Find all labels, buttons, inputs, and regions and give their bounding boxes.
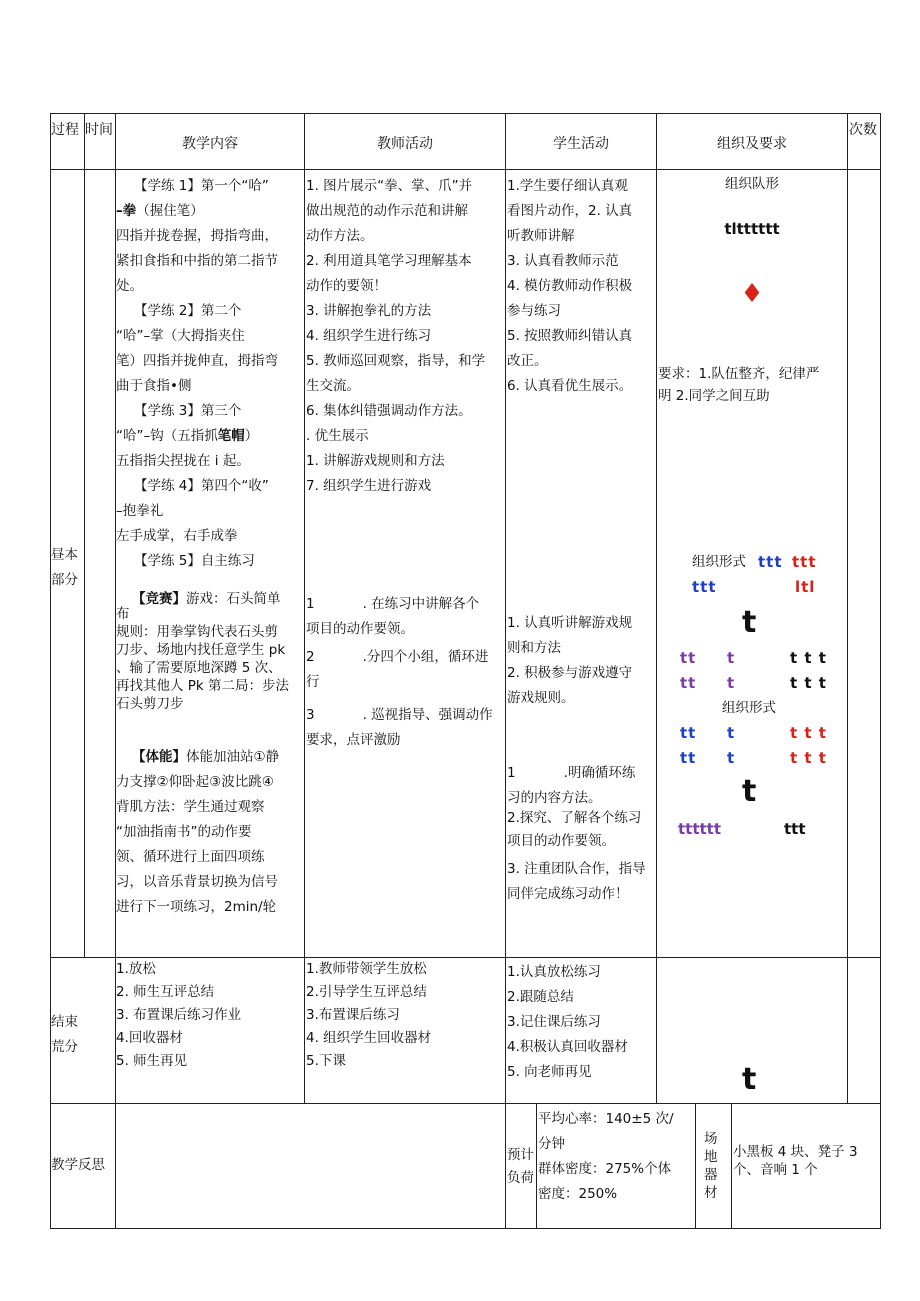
student-line: 改正。	[507, 353, 548, 369]
formation-group: tt	[680, 674, 697, 692]
teacher-marker: t	[742, 605, 758, 640]
teacher-line: 1. 图片展示“拳、掌、爪”并	[306, 178, 473, 194]
ending-content-line: 4.回收器材	[116, 1030, 183, 1046]
content-line: 【学练 4】第四个“收”	[134, 478, 269, 494]
formation-group: ltl	[795, 578, 816, 596]
student-line: 习的内容方法。	[507, 790, 602, 806]
ending-student-line: 1.认真放松练习	[507, 964, 601, 980]
formation-title: 组织队形	[725, 176, 779, 192]
basic-section-label-2: 部分	[51, 572, 78, 588]
header-count: 次数	[849, 122, 877, 138]
student-line: 听教师讲解	[507, 228, 575, 244]
student-line: 2.探究、了解各个练习	[507, 810, 642, 826]
formation-group: t	[727, 649, 736, 667]
content-line: 【学练 5】自主练习	[134, 553, 255, 569]
teacher-line: 动作方法。	[306, 228, 374, 244]
content-line: –拳（握住笔）	[116, 203, 204, 219]
student-line: 项目的动作要领。	[507, 833, 615, 849]
requirement-line: 要求：1.队伍整齐，纪律严	[658, 366, 820, 382]
formation-group: t	[727, 724, 736, 742]
content-line: 【学练 2】第二个	[134, 303, 242, 319]
formation-group: t t t	[790, 724, 827, 742]
student-line: 同伴完成练习动作！	[507, 886, 629, 902]
student-line: 6. 认真看优生展示。	[507, 378, 633, 394]
teacher-line: 生交流。	[306, 378, 360, 394]
ending-content-line: 1.放松	[116, 961, 156, 977]
formation-group: tt	[680, 749, 697, 767]
teacher-marker: t	[742, 1062, 758, 1097]
content-line: 【学练 1】第一个“哈”	[134, 178, 269, 194]
teacher-line: 3. 讲解抱拳礼的方法	[306, 303, 432, 319]
ending-teacher-line: 2.引导学生互评总结	[306, 984, 427, 1000]
basic-section-label-1: 昼本	[51, 547, 78, 563]
header-student: 学生活动	[553, 136, 609, 152]
content-line: 力支撑②仰卧起③波比跳④	[116, 774, 274, 790]
col-divider-teacher	[505, 113, 506, 1228]
teacher-line: 1 . 在练习中讲解各个	[306, 596, 480, 612]
table-basic-divider	[50, 957, 881, 958]
formation-form-title: 组织形式	[722, 700, 776, 716]
teacher-line: 行	[306, 674, 320, 690]
teacher-line: 6. 集体纠错强调动作方法。	[306, 403, 472, 419]
content-line: 紧扣食指和中指的第二指节	[116, 253, 278, 269]
table-ending-divider	[50, 1103, 881, 1104]
load-line: 平均心率：140±5 次/	[538, 1111, 674, 1127]
venue-label-char: 器	[704, 1167, 718, 1183]
content-line: 笔）四指并拢伸直，拇指弯	[116, 353, 278, 369]
formation-group: ttt	[692, 578, 717, 596]
ending-teacher-line: 4. 组织学生回收器材	[306, 1030, 432, 1046]
ending-teacher-line: 3.布置课后练习	[306, 1007, 400, 1023]
teacher-line: 1. 讲解游戏规则和方法	[306, 453, 445, 469]
reflection-label: 教学反思	[51, 1157, 105, 1173]
teacher-line: 7. 组织学生进行游戏	[306, 478, 432, 494]
content-line: 进行下一项练习，2min∕轮	[116, 899, 277, 915]
content-line: “哈”–掌（大拇指夹住	[116, 328, 245, 344]
content-line: –抱拳礼	[116, 503, 164, 519]
content-line: 布	[116, 606, 130, 622]
content-line: 【体能】体能加油站①静	[132, 749, 280, 765]
ending-student-line: 4.积极认真回收器材	[507, 1039, 628, 1055]
formation-group: ttt	[758, 553, 783, 571]
content-line: 【学练 3】第三个	[134, 403, 242, 419]
teacher-line: 4. 组织学生进行练习	[306, 328, 432, 344]
teacher-line: 动作的要领！	[306, 278, 387, 294]
student-line: 则和方法	[507, 640, 561, 656]
student-line: 参与练习	[507, 303, 561, 319]
content-line: 领、循环进行上面四项练	[116, 849, 265, 865]
ending-section-label-1: 结束	[51, 1014, 78, 1030]
student-line: 3. 注重团队合作，指导	[507, 861, 646, 877]
student-line: 1. 认真听讲解游戏规	[507, 615, 633, 631]
ending-teacher-line: 5.下课	[306, 1053, 346, 1069]
formation-group: t t t	[790, 674, 827, 692]
teacher-line: . 优生展示	[306, 428, 369, 444]
content-line: 左手成掌，右手成拳	[116, 528, 238, 544]
content-line: 四指并拢卷握，拇指弯曲，	[116, 228, 278, 244]
ending-teacher-line: 1.教师带领学生放松	[306, 961, 427, 977]
formation-group: tttttt	[678, 820, 722, 838]
student-line: 5. 按照教师纠错认真	[507, 328, 633, 344]
teacher-line: 2 .分四个小组，循环进	[306, 649, 489, 665]
formation-group: tt	[680, 724, 697, 742]
table-border-right	[880, 113, 881, 1228]
formation-row: tltttttt	[724, 220, 780, 238]
ending-section-label-2: 荒分	[51, 1039, 78, 1055]
formation-form-title: 组织形式	[692, 554, 746, 570]
student-line: 游戏规则。	[507, 690, 575, 706]
formation-group: ttt	[792, 553, 817, 571]
col-divider-load	[695, 1103, 696, 1228]
ending-content-line: 3. 布置课后练习作业	[116, 1007, 242, 1023]
table-header-divider	[50, 169, 881, 170]
content-line: “哈”–钩（五指抓笔帽）	[116, 428, 259, 444]
header-content: 教学内容	[182, 136, 238, 152]
ending-content-line: 5. 师生再见	[116, 1053, 188, 1069]
teacher-line: 3 . 巡视指导、强调动作	[306, 707, 493, 723]
col-divider-venue	[731, 1103, 732, 1228]
load-line: 分钟	[538, 1136, 565, 1152]
equipment-line: 小黑板 4 块、凳子 3	[733, 1144, 858, 1160]
formation-group: t t t	[790, 749, 827, 767]
teacher-line: 要求，点评激励	[306, 732, 401, 748]
diamond-icon: ♦	[740, 279, 764, 309]
teacher-line: 做出规范的动作示范和讲解	[306, 203, 468, 219]
col-divider-student	[656, 113, 657, 1103]
formation-group: tt	[680, 649, 697, 667]
load-label-2: 负荷	[507, 1170, 534, 1186]
col-divider-process	[84, 113, 85, 957]
venue-label-char: 场	[704, 1131, 718, 1147]
col-divider-content	[304, 113, 305, 1103]
load-line: 密度：250%	[538, 1186, 618, 1202]
equipment-line: 个、音响 1 个	[733, 1162, 818, 1178]
header-process: 过程	[51, 122, 79, 138]
content-line: 石头剪刀步	[116, 696, 184, 712]
content-line: 【竞赛】游戏：石头简单	[132, 591, 281, 607]
table-border-top	[50, 113, 881, 114]
student-line: 3. 认真看教师示范	[507, 253, 619, 269]
teacher-line: 项目的动作要领。	[306, 621, 414, 637]
student-line: 4. 模仿教师动作积极	[507, 278, 633, 294]
formation-group: t	[727, 674, 736, 692]
content-line: 背肌方法：学生通过观察	[116, 799, 265, 815]
student-line: 1 .明确循环练	[507, 765, 636, 781]
requirement-line: 明 2.同学之间互助	[658, 388, 770, 404]
ending-student-line: 5. 向老师再见	[507, 1064, 592, 1080]
header-time: 时间	[85, 122, 113, 138]
table-border-left	[50, 113, 51, 1228]
load-line: 群体密度：275%个体	[538, 1161, 672, 1177]
teacher-marker: t	[742, 774, 758, 809]
content-line: “加油指南书”的动作要	[116, 824, 252, 840]
content-line: 规则：用拳掌钩代表石头剪	[116, 624, 278, 640]
teacher-line: 5. 教师巡回观察，指导，和学	[306, 353, 486, 369]
load-label-1: 预计	[507, 1147, 534, 1163]
teacher-line: 2. 利用道具笔学习理解基本	[306, 253, 472, 269]
venue-label-char: 地	[704, 1149, 718, 1165]
ending-student-line: 3.记住课后练习	[507, 1014, 601, 1030]
ending-student-line: 2.跟随总结	[507, 989, 574, 1005]
venue-label-char: 材	[704, 1185, 718, 1201]
content-line: 曲于食指•侧	[116, 378, 192, 394]
formation-group: t	[727, 749, 736, 767]
content-line: 刀步、场地内找任意学生 pk	[116, 642, 286, 658]
content-line: 习，以音乐背景切换为信号	[116, 874, 278, 890]
content-line: 五指指尖捏拢在 i 起。	[116, 453, 250, 469]
col-divider-load-label	[536, 1103, 537, 1228]
student-line: 1.学生要仔细认真观	[507, 178, 628, 194]
ending-content-line: 2. 师生互评总结	[116, 984, 215, 1000]
header-organization: 组织及要求	[717, 136, 787, 152]
content-line: 再找其他人 Pk 第二局：步法	[116, 678, 290, 694]
header-teacher: 教师活动	[377, 136, 433, 152]
col-divider-org	[847, 113, 848, 1103]
formation-group: ttt	[784, 820, 806, 838]
content-line: 、输了需要原地深蹲 5 次、	[116, 660, 282, 676]
formation-group: t t t	[790, 649, 827, 667]
content-line: 处。	[116, 278, 143, 294]
table-border-bottom	[50, 1228, 881, 1229]
student-line: 看图片动作，2. 认真	[507, 203, 633, 219]
student-line: 2. 积极参与游戏遵守	[507, 665, 633, 681]
